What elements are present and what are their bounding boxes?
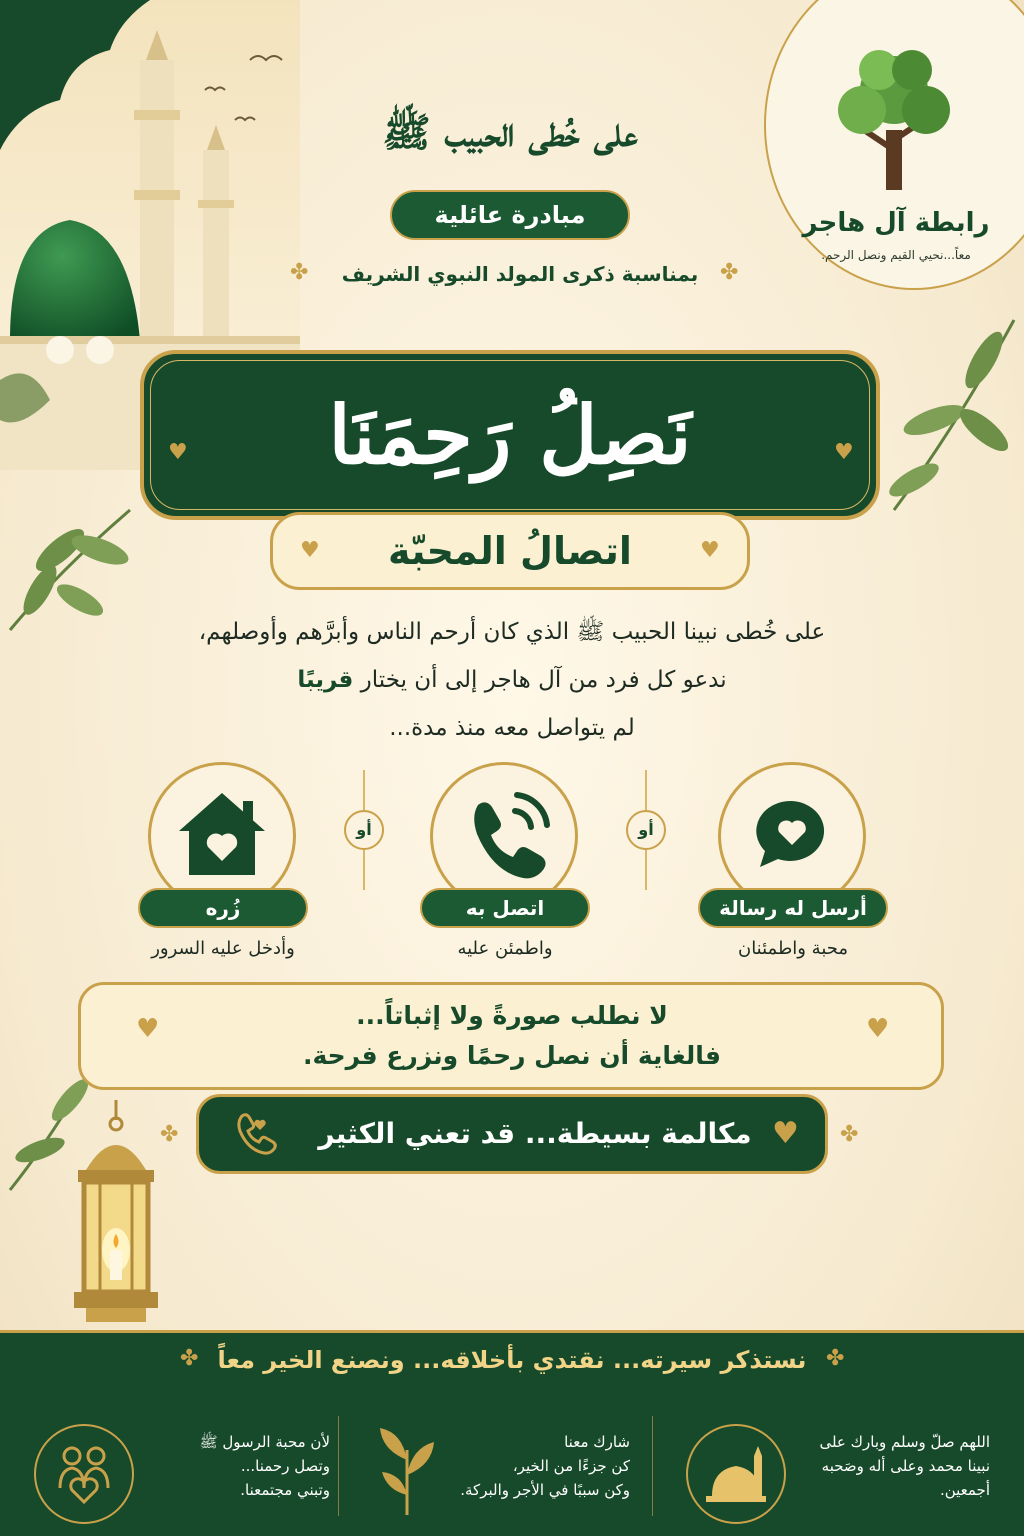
footer-divider bbox=[338, 1416, 339, 1516]
footer-divider bbox=[652, 1416, 653, 1516]
call-banner-text: مكالمة بسيطة... قد تعني الكثير bbox=[318, 1117, 752, 1150]
phone-heart-icon bbox=[230, 1108, 280, 1158]
footer-share-line: كن جزءًا من الخير، bbox=[512, 1457, 630, 1475]
intro-line-1: على خُطى نبينا الحبيب ﷺ الذي كان أرحم الناس وأبرَّهم وأوصلهم، bbox=[198, 619, 826, 645]
phone-icon bbox=[433, 765, 575, 907]
family-heart-icon bbox=[34, 1424, 134, 1524]
or-separator: أو bbox=[344, 810, 384, 850]
mosque-dome-icon bbox=[686, 1424, 786, 1524]
or-separator: أو bbox=[626, 810, 666, 850]
banner-subtitle: اتصالُ المحبّة bbox=[270, 512, 750, 590]
divider bbox=[363, 850, 365, 890]
heart-icon: ♥ bbox=[772, 1116, 799, 1151]
send-message-button: أرسل له رسالة bbox=[698, 888, 888, 928]
home-heart-icon bbox=[151, 765, 293, 907]
ornament-icon: ✤ bbox=[290, 260, 309, 285]
visit-desc: وأدخل عليه السرور bbox=[151, 938, 295, 959]
lantern-icon bbox=[56, 1100, 179, 1330]
heart-icon: ♥ bbox=[168, 440, 188, 465]
heart-icon: ♥ bbox=[866, 1014, 890, 1044]
footer-love-line: لأن محبة الرسول ﷺ bbox=[199, 1433, 330, 1451]
ornament-icon: ✤ bbox=[180, 1346, 199, 1371]
tree-logo-icon bbox=[824, 40, 964, 200]
intro-line-2-emphasis: قريبًا bbox=[297, 667, 354, 693]
divider bbox=[645, 770, 647, 810]
footer-love bbox=[130, 1430, 330, 1502]
logo-slogan: معاً...نحيي القيم ونصل الرحم. bbox=[821, 248, 971, 262]
footer-prayer bbox=[770, 1430, 990, 1502]
footer-love-line: وتصل رحمنا... bbox=[240, 1457, 330, 1475]
heart-icon: ♥ bbox=[300, 538, 320, 563]
note-text bbox=[120, 996, 904, 1076]
message-desc: محبة واطمئنان bbox=[737, 938, 849, 959]
call-desc: واطمئن عليه bbox=[457, 938, 553, 959]
note-line-2: فالغاية أن نصل رحمًا ونزرع فرحة. bbox=[302, 1041, 722, 1070]
leaf-branch-right bbox=[874, 310, 1024, 520]
visit-button: زُره bbox=[138, 888, 308, 928]
footer-share bbox=[440, 1430, 630, 1502]
footer-slogan: نستذكر سيرته... نقتدي بأخلاقه... ونصنع الخير معاً bbox=[217, 1346, 807, 1374]
logo-name: رابطة آل هاجر bbox=[802, 208, 990, 238]
intro-line-3: لم يتواصل معه منذ مدة... bbox=[389, 715, 635, 741]
ornament-icon: ✤ bbox=[826, 1346, 845, 1371]
footer-share-line: وكن سببًا في الأجر والبركة. bbox=[460, 1481, 630, 1499]
ornament-icon: ✤ bbox=[720, 260, 739, 285]
footer-prayer-line: نبينا محمد وعلى أله وصَحبه bbox=[821, 1457, 990, 1475]
call-button: اتصل به bbox=[420, 888, 590, 928]
heart-icon: ♥ bbox=[834, 440, 854, 465]
initiative-badge: مبادرة عائلية bbox=[390, 190, 630, 240]
page-title: على خُطى الحبيب ﷺ bbox=[382, 109, 638, 156]
chat-heart-icon bbox=[721, 765, 863, 907]
intro-line-2-text: ندعو كل فرد من آل هاجر إلى أن يختار bbox=[353, 667, 727, 693]
occasion-text: بمناسبة ذكرى المولد النبوي الشريف bbox=[341, 262, 699, 286]
note-line-1: لا نطلب صورةً ولا إثباتاً... bbox=[356, 1001, 668, 1030]
footer-love-line: وتبني مجتمعنا. bbox=[240, 1481, 330, 1499]
heart-icon: ♥ bbox=[700, 538, 720, 563]
divider bbox=[645, 850, 647, 890]
intro-line-2 bbox=[120, 656, 904, 704]
footer-prayer-line: أجمعين. bbox=[939, 1481, 990, 1499]
plant-icon bbox=[372, 1420, 442, 1520]
heart-icon: ♥ bbox=[136, 1014, 160, 1044]
footer-share-line: شارك معنا bbox=[564, 1433, 630, 1451]
ornament-icon: ✤ bbox=[160, 1122, 179, 1147]
footer-prayer-line: اللهم صلّ وسلم وبارك على bbox=[819, 1433, 990, 1451]
intro-text bbox=[120, 608, 904, 752]
ornament-icon: ✤ bbox=[840, 1122, 859, 1147]
divider bbox=[363, 770, 365, 810]
banner-title: نَصِلُ رَحِمَنَا bbox=[328, 388, 692, 482]
